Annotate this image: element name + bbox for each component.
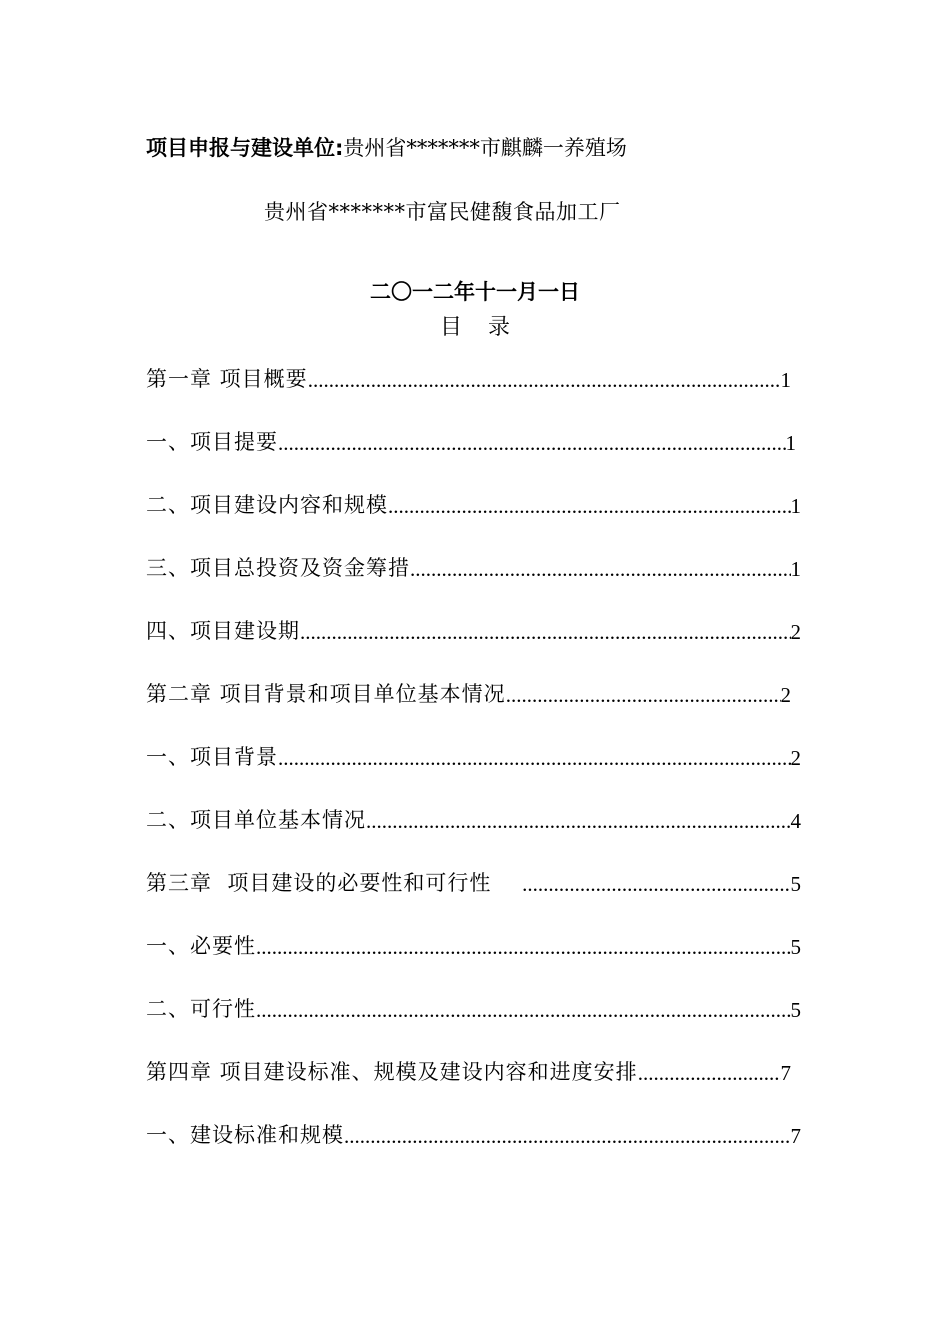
toc-leader-dots bbox=[300, 620, 791, 645]
toc-title-char-2: 录 bbox=[488, 315, 511, 340]
toc-entry-label: 第三章 项目建设的必要性和可行性 bbox=[146, 871, 523, 895]
toc-entry-1-1[interactable] bbox=[146, 426, 796, 456]
toc-leader-dots bbox=[256, 998, 791, 1023]
toc-entry-chapter-3[interactable] bbox=[146, 867, 801, 897]
toc-leader-dots bbox=[278, 746, 791, 771]
toc-entry-label: 一、项目背景 bbox=[146, 745, 278, 769]
toc-leader-dots bbox=[256, 935, 791, 960]
toc-entry-1-4[interactable] bbox=[146, 615, 801, 645]
toc-entry-1-2[interactable] bbox=[146, 489, 801, 519]
toc-entry-label: 第一章 项目概要 bbox=[146, 367, 308, 391]
toc-entry-page: 1 bbox=[790, 557, 801, 581]
toc-entry-page: 2 bbox=[790, 620, 801, 644]
toc-entry-label: 二、项目单位基本情况 bbox=[146, 808, 366, 832]
toc-entry-chapter-4[interactable] bbox=[146, 1056, 791, 1086]
toc-entry-1-3[interactable] bbox=[146, 552, 801, 582]
toc-entry-page: 1 bbox=[780, 368, 791, 392]
toc-entry-2-1[interactable] bbox=[146, 741, 801, 771]
toc-entry-label: 一、必要性 bbox=[146, 934, 256, 958]
toc-entry-page: 7 bbox=[790, 1124, 801, 1148]
toc-entry-label: 二、项目建设内容和规模 bbox=[146, 493, 388, 517]
toc-entry-3-1[interactable] bbox=[146, 930, 801, 960]
toc-entry-page: 7 bbox=[780, 1061, 791, 1085]
toc-entry-page: 5 bbox=[790, 998, 801, 1022]
toc-entry-page: 5 bbox=[790, 935, 801, 959]
toc-leader-dots bbox=[410, 557, 791, 582]
toc-entry-2-2[interactable] bbox=[146, 804, 801, 834]
construction-unit-2: 贵州省*******市富民健馥食品加工厂 bbox=[264, 200, 621, 224]
toc-entry-label: 第四章 项目建设标准、规模及建设内容和进度安排 bbox=[146, 1060, 638, 1084]
toc-entry-label: 一、项目提要 bbox=[146, 430, 278, 454]
toc-entry-page: 5 bbox=[790, 872, 801, 896]
toc-entry-page: 2 bbox=[790, 746, 801, 770]
toc-entry-label: 一、建设标准和规模 bbox=[146, 1123, 344, 1147]
toc-leader-dots bbox=[522, 872, 790, 897]
toc-entry-chapter-2[interactable] bbox=[146, 678, 791, 708]
toc-leader-dots bbox=[506, 683, 781, 708]
construction-unit-line bbox=[146, 134, 627, 162]
toc-title-char-1: 目 bbox=[439, 315, 488, 340]
toc-entry-label: 四、项目建设期 bbox=[146, 619, 300, 643]
toc-title bbox=[0, 314, 950, 342]
toc-leader-dots bbox=[344, 1124, 791, 1149]
toc-leader-dots bbox=[366, 809, 791, 834]
toc-leader-dots bbox=[308, 368, 781, 393]
toc-entry-page: 4 bbox=[790, 809, 801, 833]
toc-entry-chapter-1[interactable] bbox=[146, 363, 791, 393]
toc-entry-label: 三、项目总投资及资金筹措 bbox=[146, 556, 410, 580]
toc-leader-dots bbox=[278, 431, 786, 456]
toc-entry-3-2[interactable] bbox=[146, 993, 801, 1023]
toc-entry-4-1[interactable] bbox=[146, 1119, 801, 1149]
construction-unit-1: 贵州省*******市麒麟一养殖场 bbox=[343, 136, 627, 160]
toc-leader-dots bbox=[388, 494, 791, 519]
toc-leader-dots bbox=[638, 1061, 781, 1086]
document-date: 二〇一二年十一月一日 bbox=[370, 280, 580, 304]
construction-unit-label: 项目申报与建设单位: bbox=[146, 136, 344, 160]
toc-entry-page: 2 bbox=[780, 683, 791, 707]
toc-entry-label: 第二章 项目背景和项目单位基本情况 bbox=[146, 682, 506, 706]
toc-entry-page: 1 bbox=[790, 494, 801, 518]
toc-entry-label: 二、可行性 bbox=[146, 997, 256, 1021]
toc-entry-page: 1 bbox=[785, 431, 796, 455]
